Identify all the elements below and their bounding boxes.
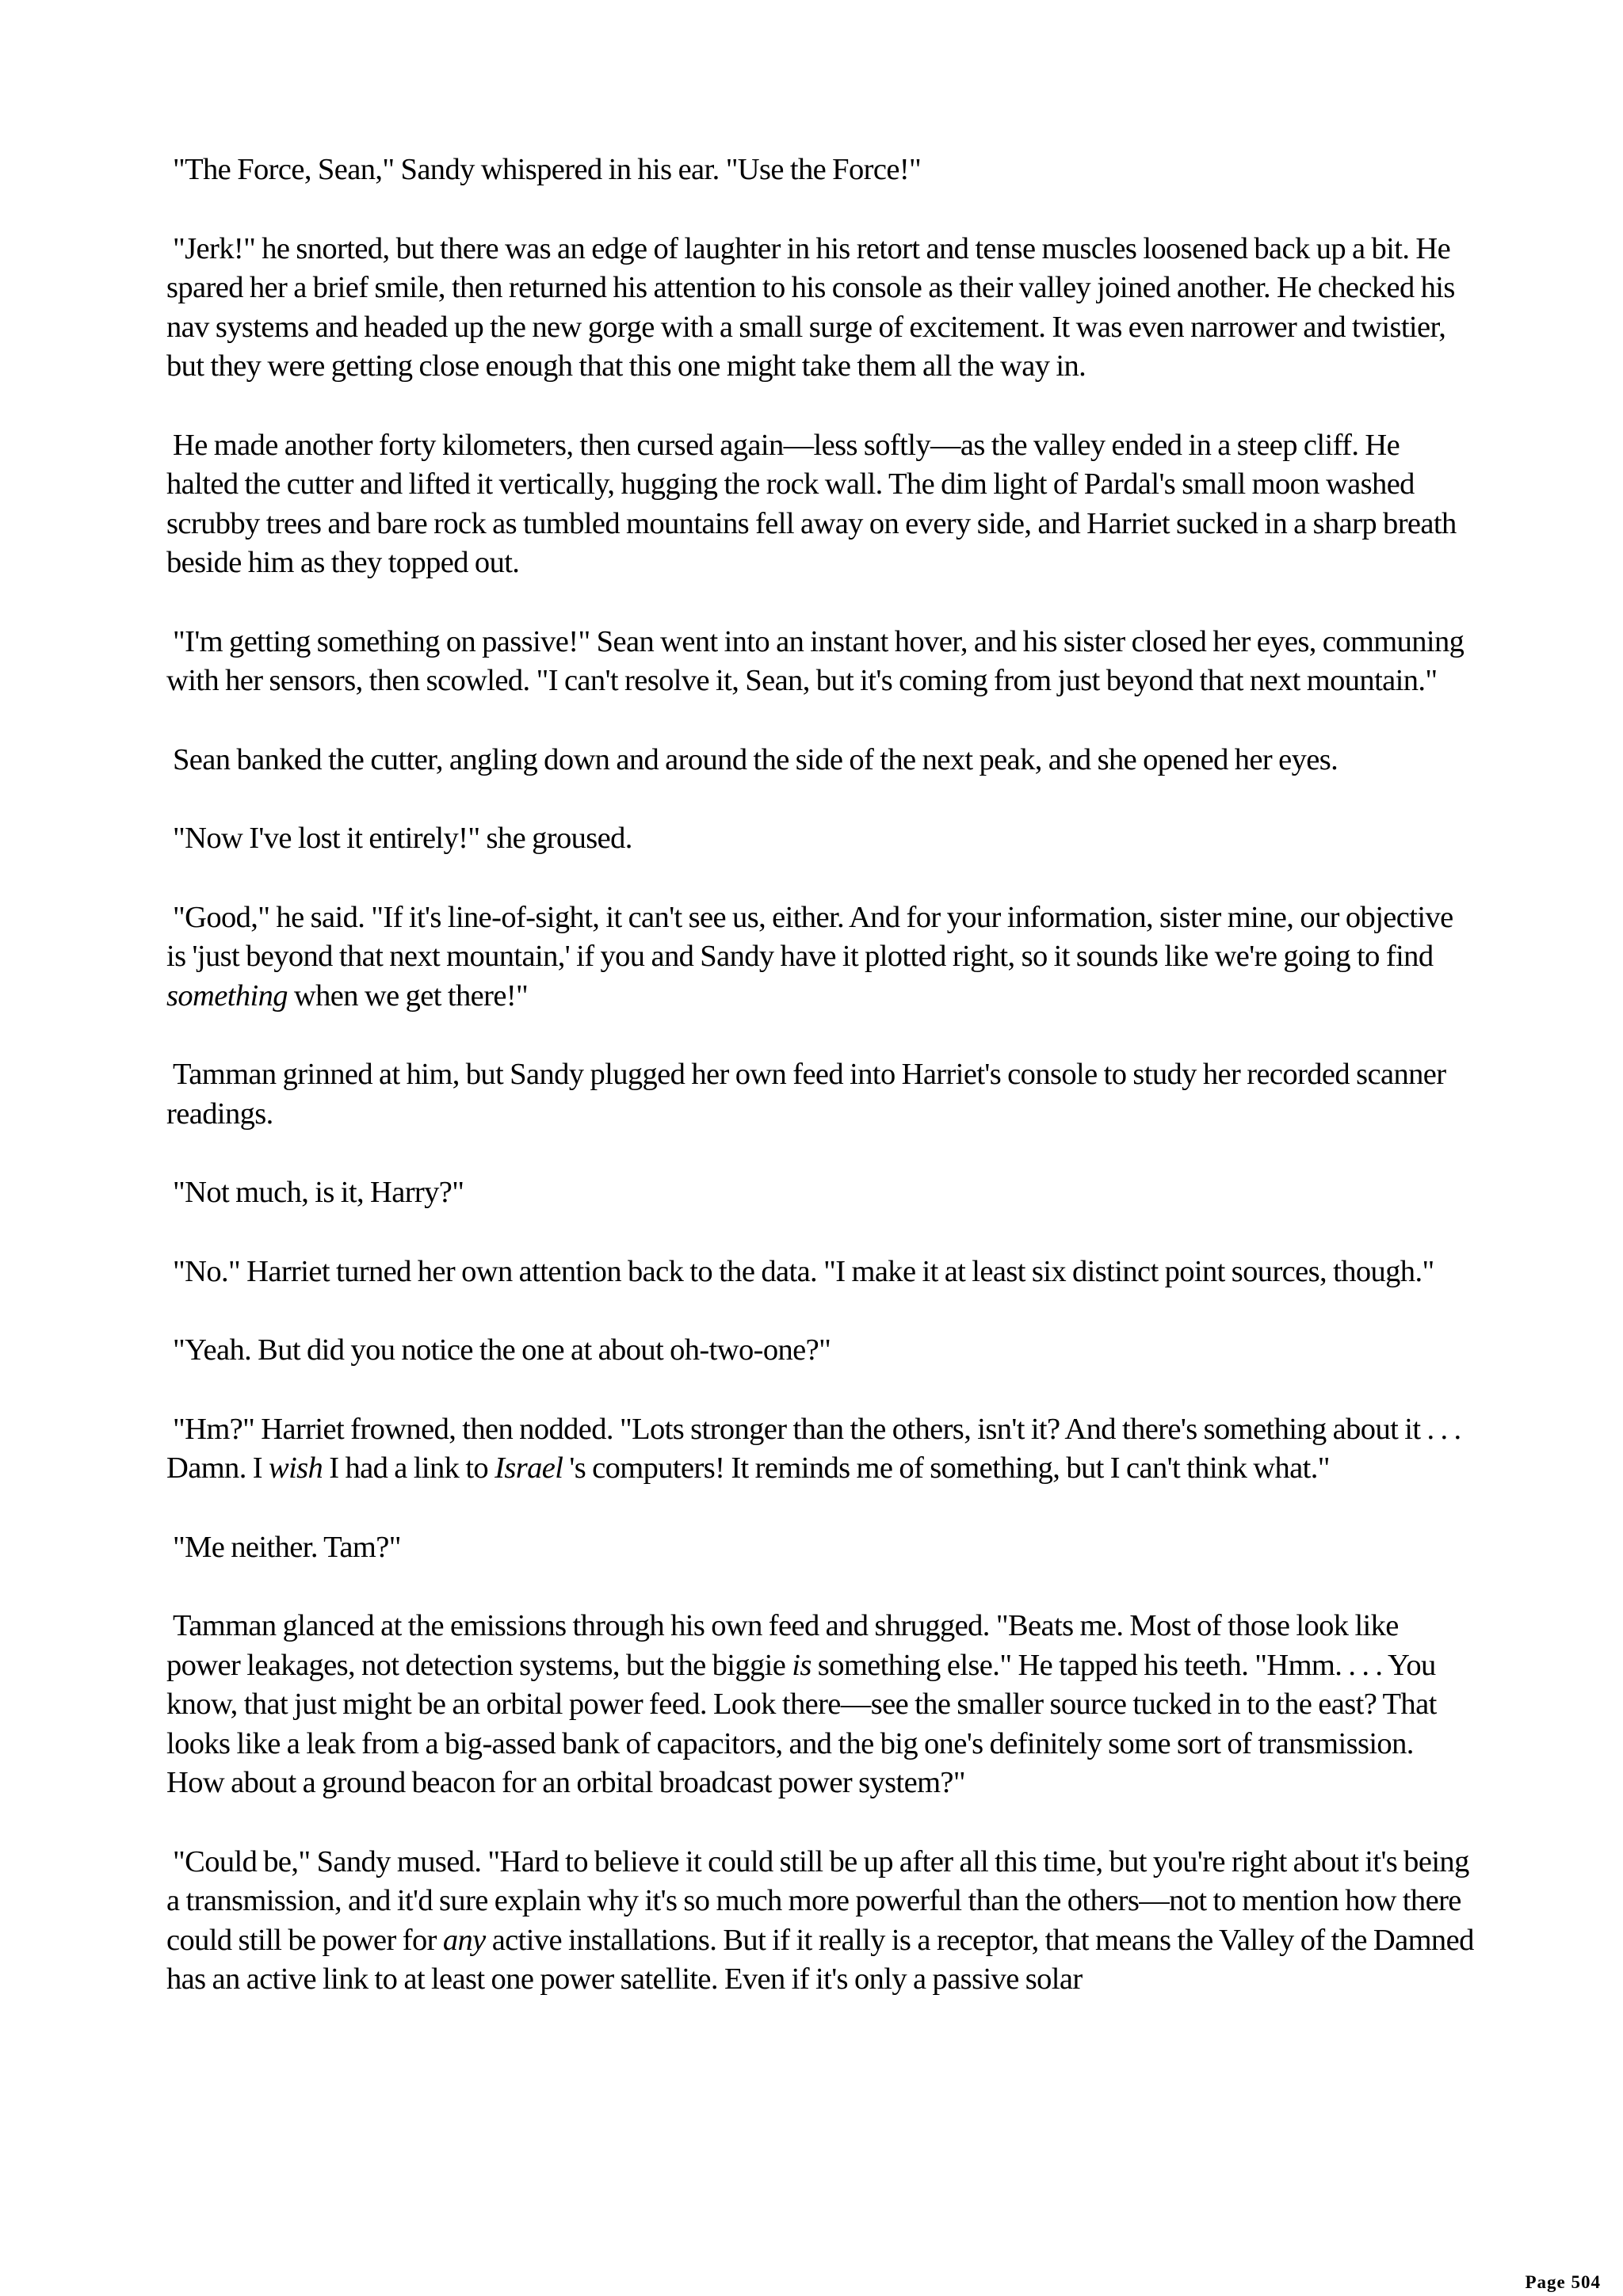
text-run: "I'm getting something on passive!" Sean went into an instant hover, and his sister closed her eyes, communing with her sensors, then scowled. "I can't resolve it, Sean, but it's coming from just beyond that next mountain." — [166, 624, 1465, 697]
text-run: something else." He tapped his teeth. "Hmm. . . . You know, that just might be an orbital power feed. Look there—see the smaller source tucked in to the east? That looks like a leak from a big-assed bank of capacitors, and the big one's definitely some sort of transmission. How about a ground beacon for an orbital broadcast power system?" — [166, 1648, 1437, 1799]
italic-text: something — [166, 978, 288, 1013]
text-run: "No." Harriet turned her own attention back to the data. "I make it at least six distinct point sources, though." — [173, 1254, 1434, 1288]
paragraph — [166, 898, 1474, 1016]
paragraph — [166, 819, 1474, 859]
paragraph — [166, 151, 1474, 190]
paragraph — [166, 1253, 1474, 1292]
paragraph — [166, 1331, 1474, 1371]
text-run: I had a link to — [323, 1451, 495, 1485]
page-number: Page 504 — [1525, 2272, 1601, 2292]
text-run: Tamman glanced at the emissions through his own feed and shrugged. "Beats me. Most of those look like power leakages, not detection systems, but the biggie — [166, 1609, 1399, 1682]
paragraph — [166, 426, 1474, 583]
text-run: "Could be," Sandy mused. "Hard to believe it could still be up after all this time, but you're right about it's being a transmission, and it'd sure explain why it's so much more powerful than the others—not to mention how there could still be power for — [166, 1844, 1469, 1957]
text-run: "Not much, is it, Harry?" — [173, 1176, 464, 1209]
paragraph — [166, 1173, 1474, 1213]
paragraph — [166, 1528, 1474, 1568]
italic-text: any — [442, 1923, 486, 1957]
italic-text: is — [792, 1648, 812, 1682]
text-run: "Hm?" Harriet frowned, then nodded. "Lots stronger than the others, isn't it? And there's something about it . . . Damn. I — [166, 1412, 1461, 1485]
paragraph — [166, 1843, 1474, 2000]
text-run: when we get there!" — [287, 978, 529, 1013]
page-body — [166, 151, 1474, 2039]
paragraph — [166, 1055, 1474, 1134]
text-run: "Yeah. But did you notice the one at about oh-two-one?" — [173, 1333, 831, 1367]
text-run: "Jerk!" he snorted, but there was an edge of laughter in his retort and tense muscles loosened back up a bit. He spared her a brief smile, then returned his attention to his console as their valley joined another. He checked his nav systems and headed up the new gorge with a small surge of excitement. It was even narrower and twistier, but they were getting close enough that this one might take them all the way in. — [166, 231, 1455, 383]
text-run: "Me neither. Tam?" — [173, 1530, 401, 1564]
text-run: "Now I've lost it entirely!" she groused. — [173, 822, 632, 855]
text-run: He made another forty kilometers, then cursed again—less softly—as the valley ended in a steep cliff. He halted the cutter and lifted it vertically, hugging the rock wall. The dim light of Pardal's small moon washed scrubby trees and bare rock as tumbled mountains fell away on every side, and Harriet sucked in a sharp breath beside him as they topped out. — [166, 428, 1457, 579]
text-run: 's computers! It reminds me of something, but I can't think what." — [563, 1451, 1330, 1485]
italic-text: wish — [268, 1451, 323, 1485]
text-run: "The Force, Sean," Sandy whispered in his ear. "Use the Force!" — [173, 153, 922, 186]
text-run: active installations. But if it really is a receptor, that means the Valley of the Damned has an active link to at least one power satellite. Even if it's only a passive solar — [166, 1923, 1474, 1996]
paragraph — [166, 230, 1474, 387]
text-run: "Good," he said. "If it's line-of-sight, it can't see us, either. And for your information, sister mine, our objective is 'just beyond that next mountain,' if you and Sandy have it plotted right, so it sounds like we're going to find — [166, 900, 1453, 973]
italic-text: Israel — [495, 1451, 563, 1485]
text-run: Sean banked the cutter, angling down and around the side of the next peak, and she opened her eyes. — [173, 742, 1338, 776]
paragraph — [166, 1607, 1474, 1803]
paragraph — [166, 1410, 1474, 1489]
paragraph — [166, 741, 1474, 780]
text-run: Tamman grinned at him, but Sandy plugged her own feed into Harriet's console to study her recorded scanner readings. — [166, 1058, 1446, 1131]
paragraph — [166, 623, 1474, 701]
